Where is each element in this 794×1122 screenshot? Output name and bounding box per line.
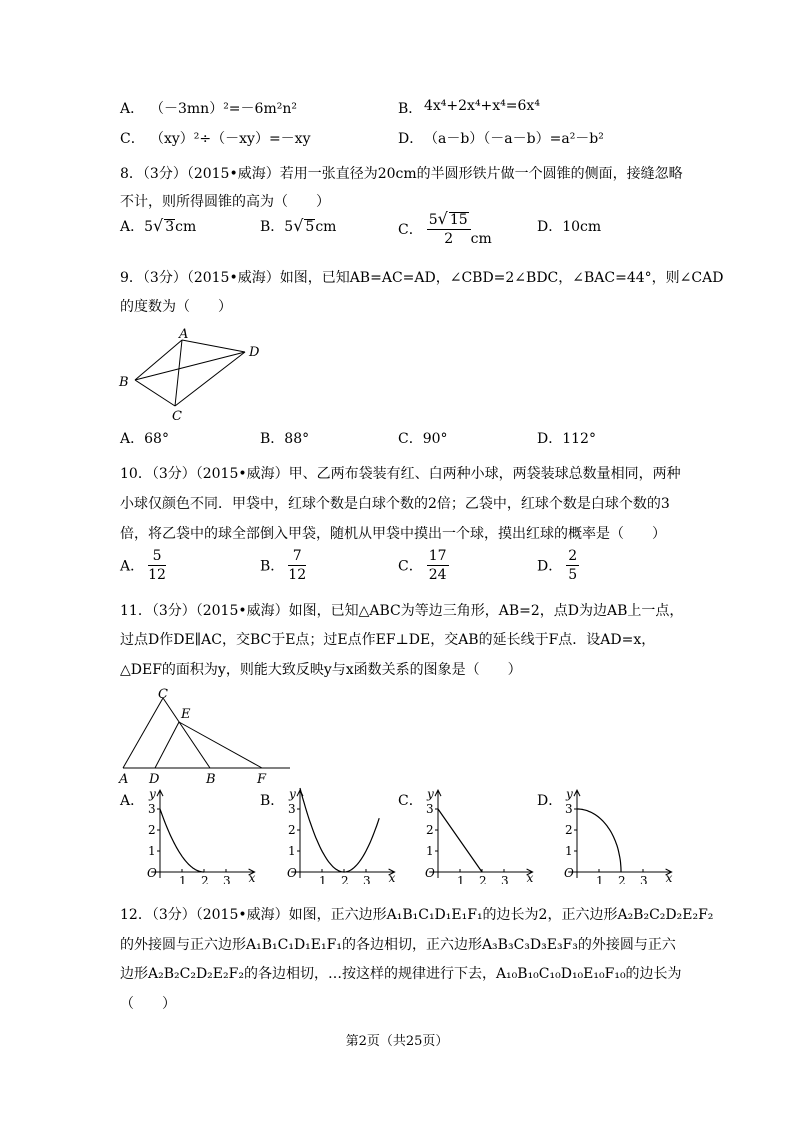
q8-option-c-fraction bbox=[427, 210, 471, 248]
q11-graph-d bbox=[557, 784, 677, 884]
q8-option-a-label: A． bbox=[120, 219, 145, 235]
x-tick-label: 1 bbox=[457, 874, 465, 884]
q10-option-d-denominator: 5 bbox=[568, 567, 578, 583]
q10-option-c-label: C． bbox=[398, 558, 423, 575]
q10-option-a-fraction bbox=[148, 547, 166, 584]
q8-option-a-coef: 5 bbox=[144, 219, 154, 235]
q9-option-a-text: 68° bbox=[144, 431, 169, 447]
function-curve bbox=[300, 788, 379, 872]
q12-text-line3: 边形A₂B₂C₂D₂E₂F₂的各边相切，…按这样的规律进行下去，A₁₀B₁₀C₁₀D₁₀E₁₀F₁₀的边长为 bbox=[120, 966, 682, 982]
q10-option-c-fraction bbox=[427, 547, 449, 584]
q8-option-a-unit: cm bbox=[175, 219, 197, 235]
q10-option-c-denominator: 24 bbox=[428, 567, 447, 583]
q9-text-line1: 9．（3分）（2015•威海）如图，已知AB=AC=AD，∠CBD=2∠BDC，∠BAC=44°，则∠CAD bbox=[120, 270, 724, 286]
q9-text-line2: 的度数为（ ） bbox=[120, 299, 232, 315]
x-tick-label: 1 bbox=[319, 874, 327, 884]
q7-option-d: （a－b）（－a－b）=a²－b² bbox=[424, 131, 604, 147]
q10-option-b-label: B． bbox=[260, 558, 285, 575]
q7-option-a: （－3mn）²=－6m²n² bbox=[150, 101, 297, 117]
q9-figure bbox=[115, 326, 275, 426]
q8-option-c-unit: cm bbox=[470, 231, 492, 247]
q9-option-c-text: 90° bbox=[422, 431, 448, 447]
q8-option-a bbox=[120, 216, 196, 236]
q9-label-a: A bbox=[179, 327, 189, 342]
axes bbox=[568, 790, 671, 878]
q8-option-c-coef: 5 bbox=[428, 212, 438, 228]
q7-option-d-label: D． bbox=[398, 131, 424, 147]
q9-option-a bbox=[120, 428, 169, 448]
y-tick-label: 3 bbox=[426, 802, 434, 816]
q9-option-b bbox=[260, 428, 309, 448]
q10-option-b-numerator: 7 bbox=[288, 547, 306, 566]
x-axis-label: x bbox=[665, 871, 673, 884]
q10-option-c-numerator: 17 bbox=[428, 548, 447, 564]
axes bbox=[151, 790, 254, 878]
q8-option-d-label: D． bbox=[537, 219, 563, 235]
q10-option-a bbox=[120, 547, 166, 584]
x-axis-label: x bbox=[388, 871, 396, 884]
q9-option-d bbox=[537, 428, 596, 448]
function-curve bbox=[438, 809, 482, 872]
q7-option-c-label: C． bbox=[120, 131, 145, 147]
q8-option-c-label: C． bbox=[398, 222, 423, 238]
q7-option-a-label: A． bbox=[120, 101, 145, 117]
y-axis-label: y bbox=[149, 787, 156, 802]
x-tick-label: 2 bbox=[341, 874, 349, 884]
q9-option-b-text: 88° bbox=[284, 431, 310, 447]
q8-option-b-label: B． bbox=[260, 219, 285, 235]
x-tick-label: 3 bbox=[640, 874, 648, 884]
x-axis-label: x bbox=[526, 871, 534, 884]
q11-label-a: A bbox=[119, 772, 129, 784]
q10-text-line2: 小球仅颜色不同．甲袋中，红球个数是白球个数的2倍；乙袋中，红球个数是白球个数的3 bbox=[120, 496, 670, 512]
y-tick-label: 2 bbox=[288, 823, 296, 837]
q11-option-a-label: A． bbox=[120, 793, 145, 809]
x-tick-label: 2 bbox=[201, 874, 209, 884]
q10-option-d bbox=[537, 547, 579, 584]
q8-text-line1: 8．（3分）（2015•威海）若用一张直径为20cm的半圆形铁片做一个圆锥的侧面，接缝忽略 bbox=[120, 166, 683, 182]
y-tick-label: 2 bbox=[148, 823, 156, 837]
q9-label-c: C bbox=[172, 409, 182, 424]
q9-option-b-label: B． bbox=[260, 431, 285, 447]
q11-text-line3: △DEF的面积为y，则能大致反映y与x函数关系的图象是（ ） bbox=[120, 662, 522, 678]
q9-label-d: D bbox=[249, 345, 260, 360]
radical-icon: √ bbox=[437, 209, 448, 228]
x-tick-label: 2 bbox=[618, 874, 626, 884]
q11-figure bbox=[115, 686, 295, 784]
x-tick-label: 3 bbox=[501, 874, 509, 884]
y-tick-label: 3 bbox=[565, 802, 573, 816]
q11-label-f: F bbox=[257, 772, 267, 784]
q11-label-b: B bbox=[206, 772, 216, 784]
q9-option-c bbox=[398, 428, 448, 448]
q11-label-e: E bbox=[181, 707, 191, 722]
q10-option-b-fraction bbox=[288, 547, 306, 584]
y-tick-label: 1 bbox=[148, 844, 156, 858]
q8-option-c-denominator: 2 bbox=[444, 231, 454, 247]
q8-option-d bbox=[537, 216, 601, 236]
page-footer: 第2页（共25页） bbox=[345, 1034, 449, 1049]
q10-option-a-denominator: 12 bbox=[148, 567, 166, 583]
x-tick-label: 3 bbox=[363, 874, 371, 884]
axes bbox=[291, 790, 394, 878]
y-tick-label: 1 bbox=[288, 844, 296, 858]
q8-option-b bbox=[260, 216, 336, 236]
y-tick-label: 3 bbox=[288, 802, 296, 816]
q10-option-d-numerator: 2 bbox=[568, 548, 578, 564]
radical-icon: √ bbox=[153, 216, 164, 235]
q12-text-line2: 的外接圆与正六边形A₁B₁C₁D₁E₁F₁的各边相切，正六边形A₃B₃C₃D₃E₃F₃的外接圆与正六 bbox=[120, 937, 676, 953]
q8-option-d-text: 10cm bbox=[562, 219, 602, 235]
q8-option-c-radicand: 15 bbox=[449, 212, 468, 228]
y-tick-label: 1 bbox=[565, 844, 573, 858]
function-curve bbox=[160, 809, 204, 872]
q8-option-b-radicand: 5 bbox=[305, 219, 315, 235]
y-axis-label: y bbox=[566, 787, 573, 802]
y-axis-label: y bbox=[427, 787, 434, 802]
q9-option-c-label: C． bbox=[398, 431, 423, 447]
q12-text-line1: 12．（3分）（2015•威海）如图，正六边形A₁B₁C₁D₁E₁F₁的边长为2，正六边形A₂B₂C₂D₂E₂F₂ bbox=[120, 907, 714, 923]
q10-option-d-label: D． bbox=[537, 558, 563, 575]
q10-option-b bbox=[260, 547, 306, 584]
origin-label: O bbox=[425, 866, 435, 880]
y-tick-label: 3 bbox=[148, 802, 156, 816]
y-tick-label: 1 bbox=[426, 844, 434, 858]
origin-label: O bbox=[147, 866, 157, 880]
q11-text-line2: 过点D作DE∥AC，交BC于E点；过E点作EF⊥DE，交AB的延长线于F点．设AD=x， bbox=[120, 632, 656, 648]
y-tick-label: 2 bbox=[565, 823, 573, 837]
q8-option-a-radicand: 3 bbox=[165, 219, 175, 235]
q7-option-b-label: B． bbox=[398, 101, 423, 117]
x-tick-label: 1 bbox=[179, 874, 187, 884]
x-axis-label: x bbox=[248, 871, 256, 884]
origin-label: O bbox=[564, 866, 574, 880]
radical-icon: √ bbox=[293, 216, 304, 235]
q11-label-c: C bbox=[158, 687, 168, 702]
q7-option-c: （xy）²÷（－xy）=－xy bbox=[150, 131, 311, 147]
q11-graph-c bbox=[418, 784, 538, 884]
q12-text-line4: （ ） bbox=[120, 996, 176, 1012]
q11-option-c-label: C． bbox=[398, 793, 423, 809]
q9-option-d-label: D． bbox=[537, 431, 563, 447]
axes bbox=[429, 790, 532, 878]
q10-option-b-denominator: 12 bbox=[288, 567, 307, 583]
q9-option-a-label: A． bbox=[120, 431, 145, 447]
q8-text-line2: 不计，则所得圆锥的高为（ ） bbox=[120, 194, 330, 210]
q11-option-b-label: B． bbox=[260, 793, 285, 809]
q10-text-line1: 10．（3分）（2015•威海）甲、乙两布袋装有红、白两种小球，两袋装球总数量相同，两种 bbox=[120, 466, 681, 482]
q8-option-b-coef: 5 bbox=[284, 219, 294, 235]
q8-option-c bbox=[398, 210, 492, 248]
q10-text-line3: 倍，将乙袋中的球全部倒入甲袋，随机从甲袋中摸出一个球，摸出红球的概率是（ ） bbox=[120, 526, 666, 542]
x-tick-label: 3 bbox=[223, 874, 231, 884]
q10-option-a-label: A． bbox=[120, 558, 145, 575]
q11-option-d-label: D． bbox=[537, 793, 563, 809]
q10-option-a-numerator: 5 bbox=[148, 547, 166, 566]
x-tick-label: 2 bbox=[479, 874, 487, 884]
x-tick-label: 1 bbox=[596, 874, 604, 884]
q11-graph-a bbox=[140, 784, 260, 884]
function-curve bbox=[577, 809, 621, 872]
q11-text-line1: 11．（3分）（2015•威海）如图，已知△ABC为等边三角形，AB=2，点D为边AB上一点， bbox=[120, 603, 684, 619]
q9-label-b: B bbox=[119, 375, 129, 390]
q11-label-d: D bbox=[149, 772, 160, 784]
q10-option-c bbox=[398, 547, 449, 584]
q10-option-d-fraction bbox=[566, 547, 579, 584]
q8-option-b-unit: cm bbox=[315, 219, 337, 235]
y-axis-label: y bbox=[289, 787, 296, 802]
q7-option-b: 4x⁴+2x⁴+x⁴=6x⁴ bbox=[424, 98, 540, 114]
origin-label: O bbox=[287, 866, 297, 880]
y-tick-label: 2 bbox=[426, 823, 434, 837]
q9-option-d-text: 112° bbox=[562, 431, 596, 447]
q11-graph-b bbox=[280, 784, 400, 884]
